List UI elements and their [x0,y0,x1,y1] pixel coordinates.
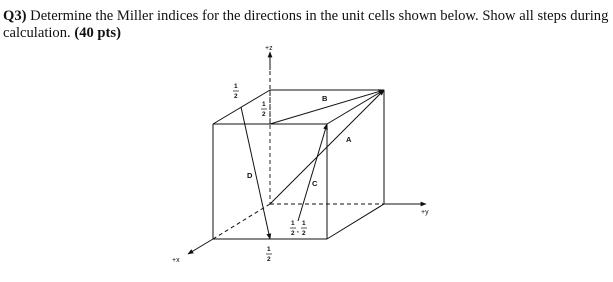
fraction-top-mid [261,101,267,118]
svg-text:1: 1 [302,220,306,227]
fraction-top-left [233,83,239,100]
x-axis-arrow [188,239,213,254]
svg-text:1: 1 [291,220,295,227]
question-number: Q3) [3,8,27,24]
y-axis-label: +y [421,209,429,216]
svg-text:2: 2 [267,256,271,263]
svg-text:1: 1 [234,83,238,90]
vector-c-label: C [312,179,318,188]
svg-text:,: , [297,227,299,234]
svg-text:2: 2 [291,230,295,237]
x-axis [213,204,270,239]
x-axis-label: +x [172,257,180,264]
unit-cube [213,90,384,239]
vector-c [298,124,327,221]
svg-text:2: 2 [302,230,306,237]
vector-a-label: A [346,135,352,144]
fraction-bottom-front [266,246,272,263]
vector-d-label: D [247,171,253,180]
question-points: (40 pts) [74,25,121,41]
svg-text:1: 1 [262,101,266,108]
svg-text:2: 2 [234,93,238,100]
question-body: Determine the Miller indices for the directions in the unit cells shown below. Show all steps during calculation. [3,8,609,41]
svg-text:1: 1 [267,246,271,253]
vector-b-label: B [322,94,328,103]
z-axis-label: +z [265,45,273,52]
svg-text:2: 2 [262,111,266,118]
fraction-bottom-pair [290,220,307,237]
